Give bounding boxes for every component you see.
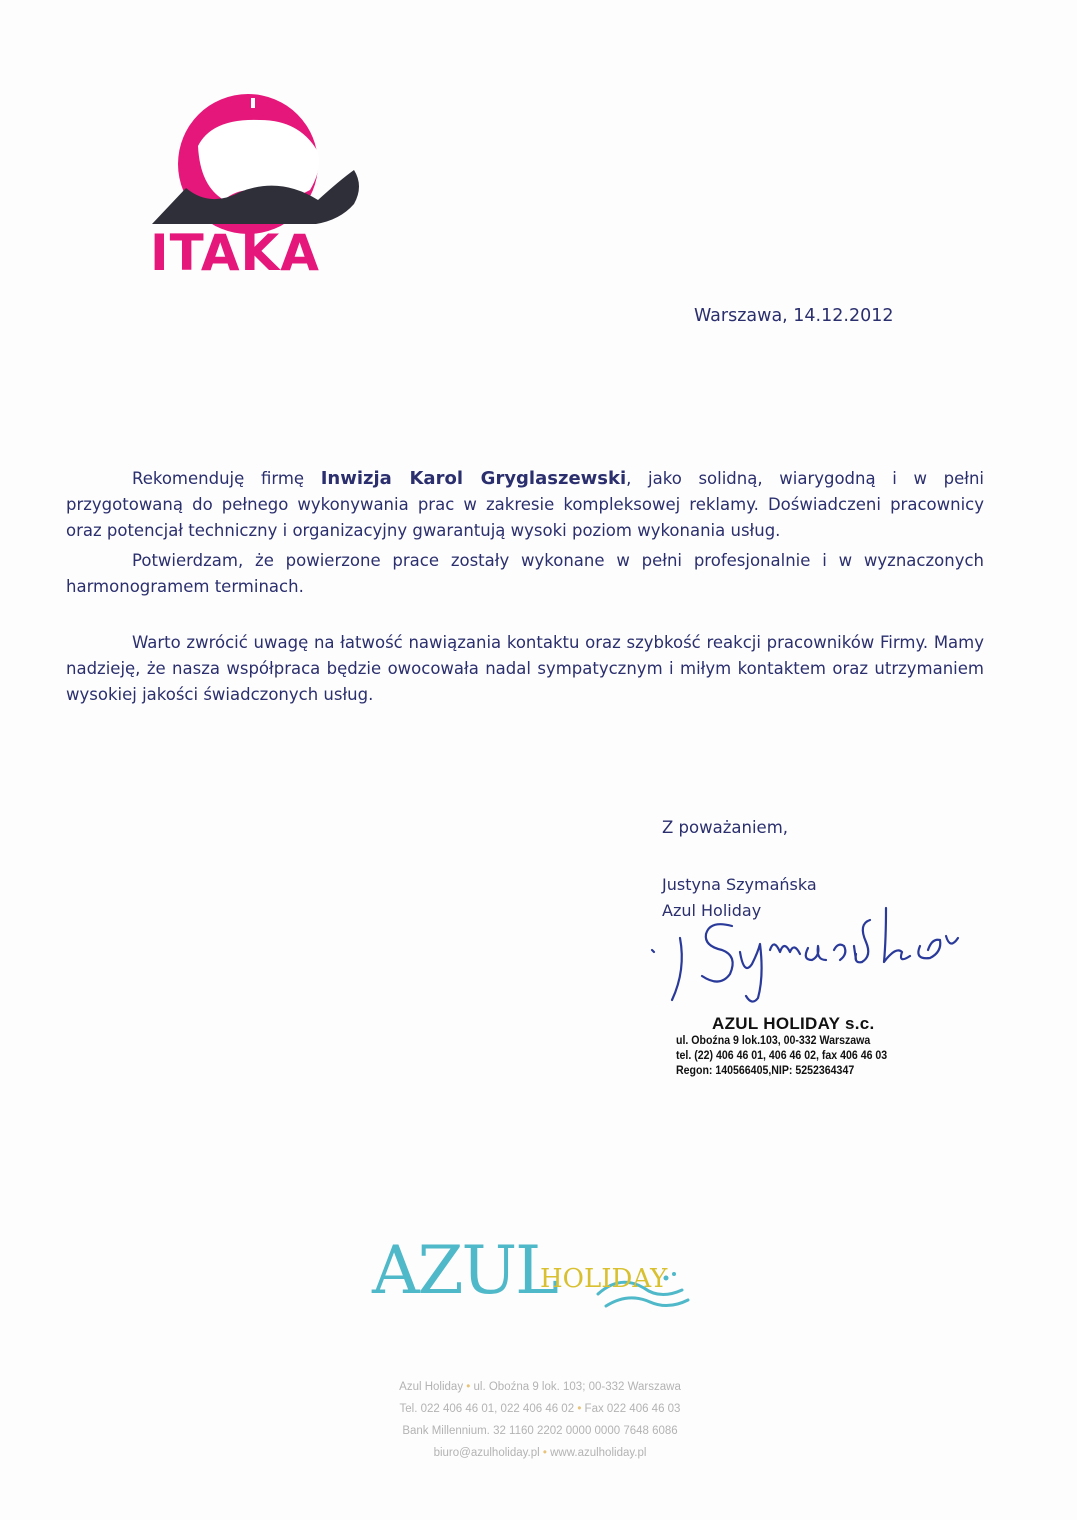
stamp-title: AZUL HOLIDAY s.c.	[712, 1014, 875, 1033]
footer-separator: •	[466, 1381, 471, 1393]
p3-text: Warto zwrócić uwagę na łatwość nawiązania kontaktu oraz szybkość reakcji pracowników Firmy. Mamy nadzieję, że nasza współpraca będzie owocowała nadal sympatycznym i miłym kontaktem oraz utrzymaniem wysokiej jakości świadczonych usług.	[66, 633, 984, 704]
footer-website: www.azulholiday.pl	[550, 1447, 647, 1459]
paragraph-2	[66, 548, 984, 600]
recommended-company: Inwizja Karol Gryglaszewski	[320, 468, 627, 489]
paragraph-1	[66, 466, 984, 544]
azul-logo-text: AZUL	[372, 1232, 557, 1309]
p1-after: , jako solidną, wiarygodną i w pełni przygotowaną do pełnego wykonywania prac w zakresie kompleksowej reklamy. Doświadczeni pracownicy oraz potencjał techniczny i organizacyjny gwarantują wysoki poziom wykonania usług.	[66, 469, 984, 540]
closing-salutation: Z poważaniem,	[662, 818, 789, 837]
footer-line-3: Bank Millennium. 32 1160 2202 0000 0000 7648 6086	[402, 1425, 678, 1437]
footer-separator: •	[577, 1403, 582, 1415]
company-stamp	[676, 1014, 946, 1079]
paragraph-3	[66, 630, 984, 708]
p1-before: Rekomenduję firmę	[132, 469, 321, 488]
footer-phone: Tel. 022 406 46 01, 022 406 46 02	[399, 1403, 575, 1415]
footer-fax: Fax 022 406 46 03	[584, 1403, 681, 1415]
stamp-phone: tel. (22) 406 46 01, 406 46 02, fax 406 46 03	[676, 1050, 888, 1062]
p2-text: Potwierdzam, że powierzone prace zostały wykonane w pełni profesjonalnie i w wyznaczonych harmonogramem terminach.	[66, 551, 984, 596]
itaka-logo-text: ITAKA	[150, 224, 320, 282]
signatory-company: Azul Holiday	[662, 901, 762, 920]
letter-date: Warszawa, 14.12.2012	[694, 306, 894, 326]
footer-line-1	[300, 1376, 780, 1398]
handwritten-signature-icon	[640, 880, 970, 1010]
footer-separator: •	[542, 1447, 547, 1459]
holiday-logo-text: HOLIDAY	[540, 1264, 668, 1294]
signatory-name: Justyna Szymańska	[662, 875, 817, 894]
footer-address: ul. Oboźna 9 lok. 103; 00-332 Warszawa	[473, 1381, 681, 1393]
footer-contact	[300, 1376, 780, 1464]
footer-line-4	[300, 1442, 780, 1464]
footer-email: biuro@azulholiday.pl	[433, 1447, 540, 1459]
stamp-address: ul. Oboźna 9 lok.103, 00-332 Warszawa	[676, 1035, 871, 1047]
footer-line-2	[300, 1398, 780, 1420]
footer-company: Azul Holiday	[399, 1381, 464, 1393]
stamp-regon: Regon: 140566405,NIP: 5252364347	[676, 1065, 855, 1077]
